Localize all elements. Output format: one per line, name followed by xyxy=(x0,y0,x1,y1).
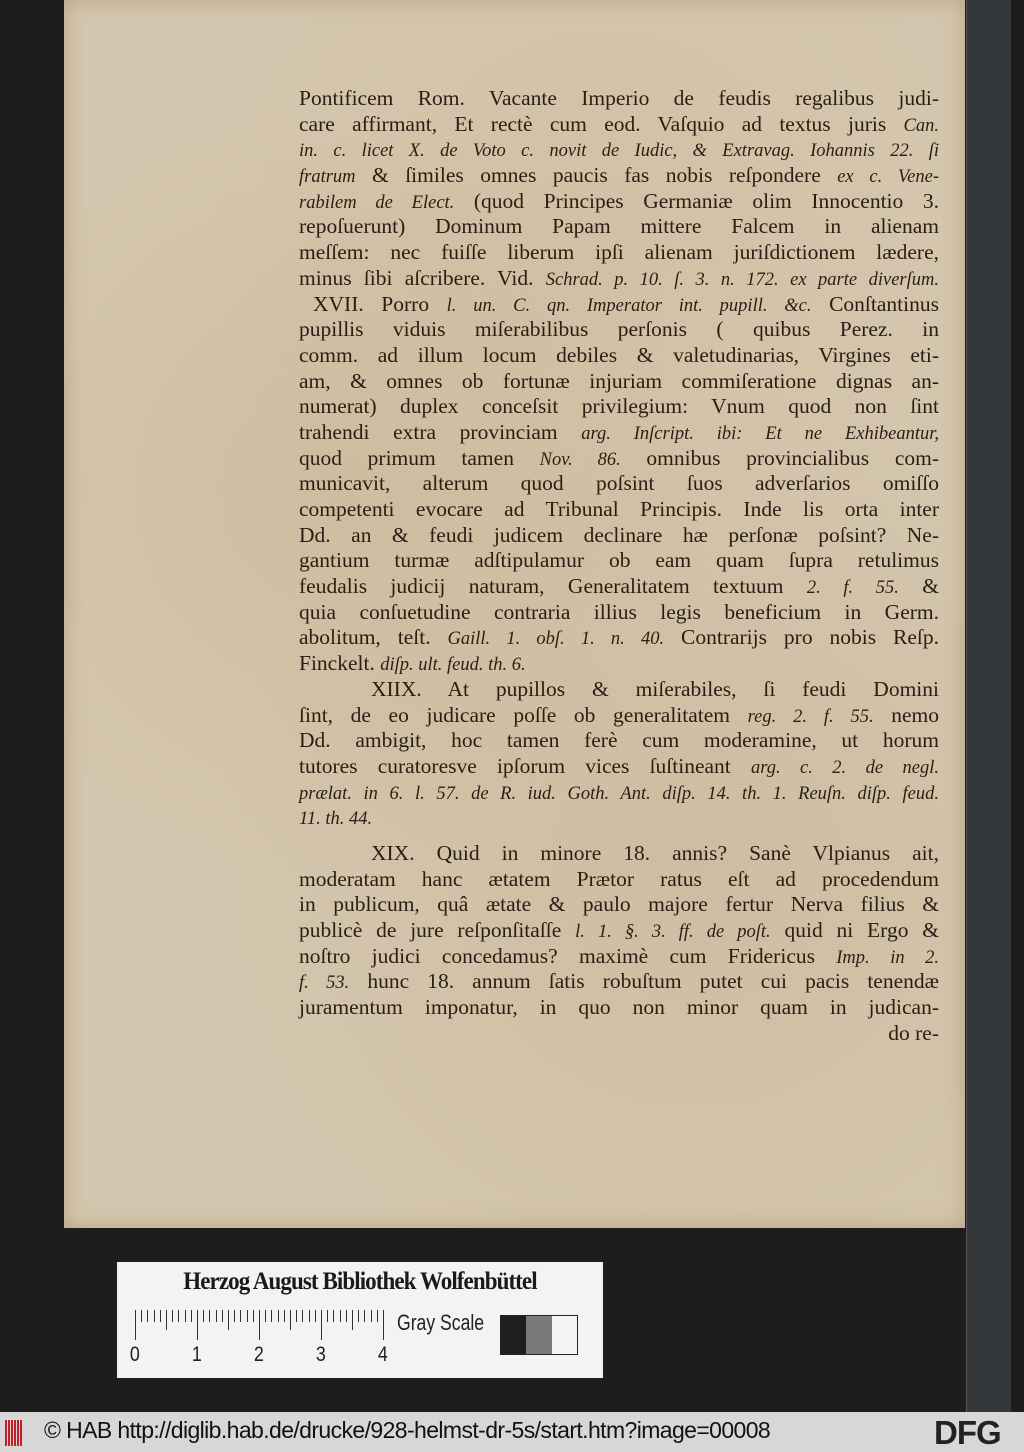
text-segment: in publicum, quâ ætate & paulo majore fertur Nerva filius & xyxy=(299,892,939,917)
ruler-tick xyxy=(197,1310,198,1340)
citation-italic: rabilem de Elect. xyxy=(299,192,455,213)
ruler-tick xyxy=(377,1310,378,1322)
text-line xyxy=(299,446,939,472)
text-line xyxy=(299,394,939,420)
text-line xyxy=(299,369,939,395)
text-line xyxy=(299,292,939,318)
ruler-tick xyxy=(271,1310,272,1322)
citation-italic: arg. Inſcript. ibi: Et ne Exhibeantur, xyxy=(581,423,939,444)
citation-italic: 11. th. 44. xyxy=(299,809,373,830)
text-segment: XIX. Quid in minore 18. annis? Sanè Vlpianus ait, xyxy=(371,840,939,865)
citation-italic: l. un. C. qn. Imperator int. pupill. &c. xyxy=(446,295,812,316)
ruler-tick xyxy=(371,1310,372,1322)
text-segment: Pontificem Rom. Vacante Imperio de feudis regalibus judi- xyxy=(299,86,939,110)
ruler-tick xyxy=(327,1310,328,1322)
ruler-tick xyxy=(321,1310,322,1340)
text-segment: repoſuerunt) Dominum Papam mittere Falcem in alienam xyxy=(299,214,939,239)
text-segment: omnibus provincialibus com- xyxy=(620,445,939,470)
ruler-tick xyxy=(346,1310,347,1322)
text-segment: nemo xyxy=(873,702,939,727)
text-segment: abolitum, teſt. xyxy=(299,625,448,650)
ruler-tick xyxy=(259,1310,260,1340)
citation-italic: Imp. in 2. xyxy=(836,947,939,968)
footer-bar xyxy=(0,1412,1024,1452)
ruler-tick xyxy=(265,1310,266,1322)
text-segment: comm. ad illum locum debiles & valetudinarias, Virgines eti- xyxy=(299,342,939,367)
text-line xyxy=(299,86,939,112)
citation-italic: Nov. 86. xyxy=(539,449,621,470)
text-line xyxy=(299,137,939,163)
paragraph-gap xyxy=(299,831,939,841)
ruler-tick xyxy=(309,1310,310,1322)
ruler-tick xyxy=(160,1310,161,1322)
citation-italic: 2. f. 55. xyxy=(806,578,899,599)
citation-italic: Gaill. 1. obſ. 1. n. 40. xyxy=(447,629,665,650)
ruler-tick xyxy=(284,1310,285,1322)
text-line xyxy=(299,944,939,970)
gray-swatch xyxy=(501,1316,526,1354)
citation-italic: f. 53. xyxy=(299,973,350,994)
text-segment: moderatam hanc ætatem Prætor ratus eſt ad procedendum xyxy=(299,866,939,891)
text-segment: & ſimiles omnes paucis fas nobis reſpondere xyxy=(355,163,838,188)
ruler-number: 2 xyxy=(253,1343,264,1366)
ruler-tick xyxy=(358,1310,359,1322)
text-segment: gantium turmæ adſtipulamur ob eam quam ſupra retulimus xyxy=(299,548,939,573)
page-text xyxy=(299,86,939,1046)
text-line xyxy=(299,1021,939,1047)
text-segment: noſtro judici concedamus? maximè cum Fridericus xyxy=(299,943,837,968)
text-segment: ſint, de eo judicare poſſe ob generalitatem xyxy=(299,702,748,727)
text-line xyxy=(299,240,939,266)
ruler-tick xyxy=(185,1310,186,1322)
gray-swatch xyxy=(526,1316,551,1354)
text-segment: municavit, alterum quod poſsint ſuos adverſarios omiſſo xyxy=(299,471,939,496)
ruler-tick xyxy=(191,1310,192,1322)
text-line xyxy=(299,969,939,995)
ruler-tick xyxy=(340,1310,341,1322)
text-line xyxy=(299,703,939,729)
ruler-tick xyxy=(315,1310,316,1322)
library-name: Herzog August Bibliothek Wolfenbüttel xyxy=(183,1268,537,1295)
ruler-tick xyxy=(216,1310,217,1322)
text-segment: juramentum imponatur, in quo non minor quam in judican- xyxy=(299,995,939,1020)
citation-italic: arg. c. 2. de negl. xyxy=(750,757,939,778)
text-line xyxy=(299,548,939,574)
citation-italic: fratrum xyxy=(299,167,356,188)
ruler-tick xyxy=(166,1310,167,1330)
text-segment: Dd. ambigit, hoc tamen ferè cum moderamine, ut horum xyxy=(299,728,939,753)
ruler-tick xyxy=(302,1310,303,1322)
text-segment: minus ſibi aſcribere. Vid. xyxy=(299,265,546,290)
text-segment: am, & omnes ob fortunæ injuriam commiſeratione dignas an- xyxy=(299,368,939,393)
ruler-tick xyxy=(333,1310,334,1322)
citation-italic: Schrad. p. 10. ſ. 3. n. 172. ex parte diverſum. xyxy=(545,269,939,290)
gray-swatch xyxy=(552,1316,577,1354)
text-line xyxy=(299,892,939,918)
text-line xyxy=(299,471,939,497)
citation-italic: diſp. ult. feud. th. 6. xyxy=(380,655,526,676)
text-segment: numerat) duplex conceſsit privilegium: Vnum quod non ſint xyxy=(299,394,939,419)
ruler-number: 4 xyxy=(377,1343,388,1366)
ruler-tick xyxy=(228,1310,229,1330)
text-segment: Dd. an & feudi judicem declinare hæ perſonæ poſsint? Ne- xyxy=(299,522,939,547)
text-segment: (quod Principes Germaniæ olim Innocentio 3. xyxy=(454,188,939,213)
citation-italic: reg. 2. f. 55. xyxy=(747,706,874,727)
citation-italic: Can. xyxy=(903,115,939,136)
ruler-tick xyxy=(234,1310,235,1322)
text-line xyxy=(299,574,939,600)
text-segment: feudalis judicij naturam, Generalitatem textuum xyxy=(299,574,807,599)
text-line xyxy=(299,780,939,806)
text-line xyxy=(299,523,939,549)
text-line xyxy=(299,841,939,867)
ruler-tick xyxy=(203,1310,204,1322)
gray-scale-label: Gray Scale xyxy=(397,1310,485,1335)
text-segment: do re- xyxy=(888,1020,939,1045)
text-line xyxy=(299,600,939,626)
text-segment: XIIX. At pupillos & miſerabiles, ſi feudi Domini xyxy=(371,676,939,701)
copyright-url[interactable]: © HAB http://diglib.hab.de/drucke/928-helmst-dr-5s/start.htm?image=00008 xyxy=(44,1417,771,1443)
citation-italic: ex c. Vene- xyxy=(837,167,940,188)
gray-scale-swatches xyxy=(500,1315,578,1355)
ruler-number: 0 xyxy=(129,1343,140,1366)
text-segment: care affirmant, Et rectè cum eod. Vaſquio ad textus juris xyxy=(299,111,904,136)
text-line xyxy=(299,995,939,1021)
ruler-tick xyxy=(147,1310,148,1322)
text-segment: quod primum tamen xyxy=(299,445,540,470)
ruler-tick xyxy=(222,1310,223,1322)
citation-italic: prælat. in 6. l. 57. de R. iud. Goth. Ant. diſp. 14. th. 1. Reuſn. diſp. feud. xyxy=(299,783,939,804)
text-segment: quid ni Ergo & xyxy=(770,918,939,942)
ruler-number: 1 xyxy=(191,1343,202,1366)
citation-italic: in. c. licet X. de Voto c. novit de Iudic, & Extravag. Iohannis 22. ſi xyxy=(299,141,939,162)
text-line xyxy=(299,497,939,523)
ruler-tick xyxy=(209,1310,210,1322)
text-line xyxy=(299,163,939,189)
ruler-tick xyxy=(364,1310,365,1322)
text-segment: publicè de jure reſponſitaſſe xyxy=(299,918,576,942)
ruler-tick xyxy=(352,1310,353,1330)
ruler-tick xyxy=(278,1310,279,1322)
ruler-number: 3 xyxy=(315,1343,326,1366)
text-segment: Finckelt. xyxy=(299,651,381,676)
ruler-tick xyxy=(253,1310,254,1322)
ruler-tick xyxy=(141,1310,142,1322)
text-segment: Contrarijs pro nobis Reſp. xyxy=(664,625,940,650)
text-segment: Conſtantinus xyxy=(811,291,939,316)
text-segment: trahendi extra provinciam xyxy=(299,419,582,444)
text-segment: XVII. Porro xyxy=(313,291,447,316)
ruler-tick xyxy=(154,1310,155,1322)
text-line xyxy=(299,677,939,703)
text-line xyxy=(299,918,939,944)
ruler-tick xyxy=(383,1310,384,1340)
ruler-tick xyxy=(240,1310,241,1322)
text-segment: quia conſuetudine contraria illius legis beneficium in Germ. xyxy=(299,599,939,624)
book-edge xyxy=(966,0,1011,1412)
text-line xyxy=(299,189,939,215)
ruler-tick xyxy=(296,1310,297,1322)
ruler-tick xyxy=(290,1310,291,1330)
dfg-logo: DFG xyxy=(934,1414,1001,1451)
text-segment: pupillis viduis miſerabilibus perſonis ( quibus Perez. in xyxy=(299,317,939,342)
text-line xyxy=(299,867,939,893)
text-line xyxy=(299,420,939,446)
ruler-tick xyxy=(172,1310,173,1322)
citation-italic: l. 1. §. 3. ff. de poſt. xyxy=(575,922,771,942)
ruler-tick xyxy=(135,1310,136,1340)
text-segment: meſſem: nec fuiſſe liberum ipſi alienam juriſdictionem lædere, xyxy=(299,240,939,265)
text-segment: hunc 18. annum ſatis robuſtum putet cui pacis tenendæ xyxy=(349,969,939,994)
text-line xyxy=(299,651,939,677)
ruler xyxy=(135,1310,387,1342)
text-segment: competenti evocare ad Tribunal Principis. Inde lis orta inter xyxy=(299,497,939,521)
text-segment: tutores curatoresve ipſorum vices ſuſtineant xyxy=(299,753,751,778)
text-segment: & xyxy=(898,574,939,599)
text-line xyxy=(299,214,939,240)
text-line xyxy=(299,317,939,343)
text-line xyxy=(299,343,939,369)
ruler-tick xyxy=(178,1310,179,1322)
text-line xyxy=(299,625,939,651)
ruler-tick xyxy=(247,1310,248,1322)
text-line xyxy=(299,728,939,754)
text-line xyxy=(299,805,939,831)
text-line xyxy=(299,754,939,780)
hab-logo-icon xyxy=(5,1420,23,1446)
text-line xyxy=(299,266,939,292)
text-line xyxy=(299,112,939,138)
